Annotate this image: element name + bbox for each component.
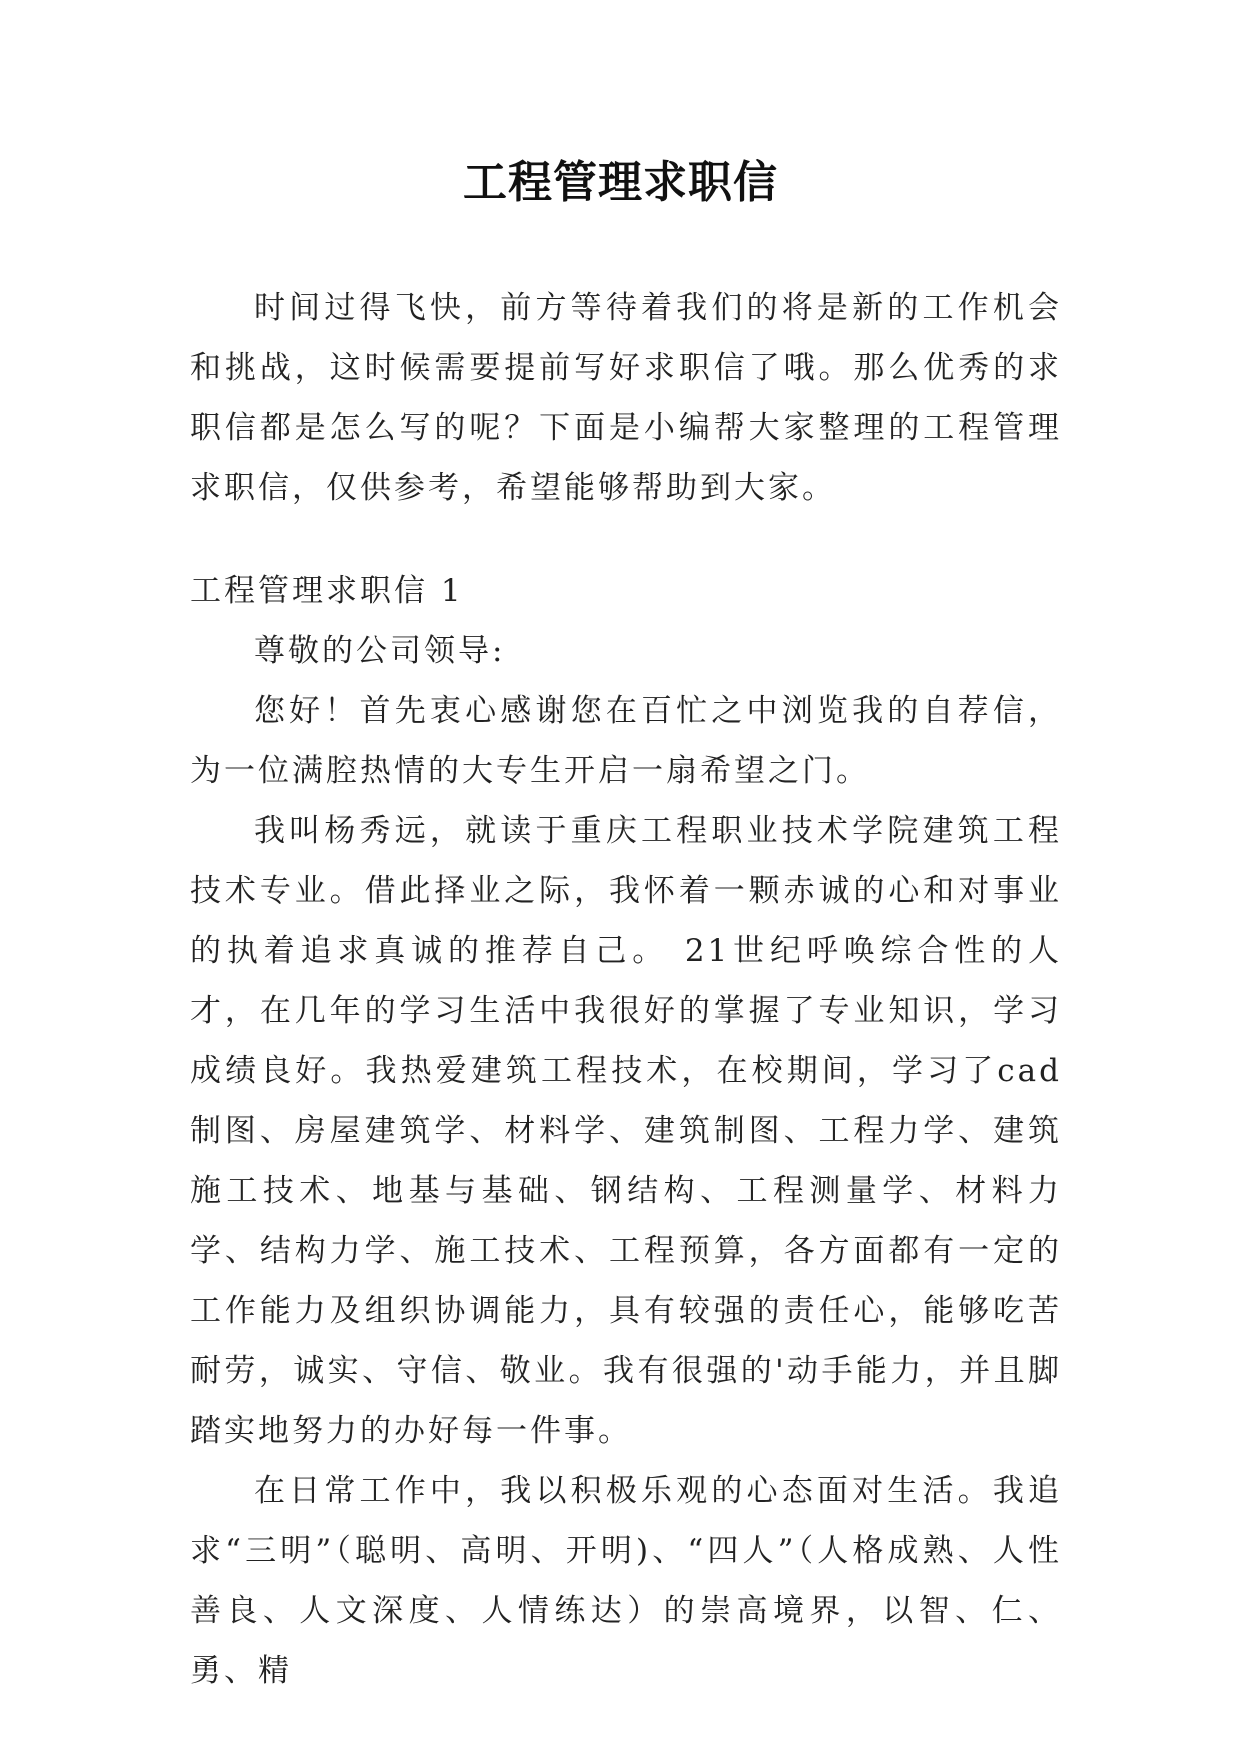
letter-paragraph-attitude: 在日常工作中，我以积极乐观的心态面对生活。我追求“三明”（聪明、高明、开明)、“四人”（人格成熟、人性善良、人文深度、人情练达）的崇高境界，以智、仁、勇、精 — [190, 1473, 1062, 1689]
document-title: 工程管理求职信 — [463, 157, 778, 208]
section-heading: 工程管理求职信 1 — [190, 573, 464, 609]
intro-paragraph: 时间过得飞快，前方等待着我们的将是新的工作机会和挑战，这时候需要提前写好求职信了哦。那么优秀的求职信都是怎么写的呢？下面是小编帮大家整理的工程管理求职信，仅供参考，希望能够帮助到大家。 — [190, 290, 1062, 506]
salutation: 尊敬的公司领导: — [254, 633, 506, 669]
letter-paragraph-greeting: 您好！首先衷心感谢您在百忙之中浏览我的自荐信，为一位满腔热情的大专生开启一扇希望之门。 — [190, 693, 1062, 789]
letter-paragraph-introduction: 我叫杨秀远，就读于重庆工程职业技术学院建筑工程技术专业。借此择业之际，我怀着一颗赤诚的心和对事业的执着追求真诚的推荐自己。 21世纪呼唤综合性的人才，在几年的学习生活中我很好的掌握了专业知识，学习成绩良好。我热爱建筑工程技术，在校期间，学习了cad制图、房屋建筑学、材料学、建筑制图、工程力学、建筑施工技术、地基与基础、钢结构、工程测量学、材料力学、结构力学、施工技术、工程预算，各方面都有一定的工作能力及组织协调能力，具有较强的责任心，能够吃苦耐劳，诚实、守信、敬业。我有很强的'动手能力，并且脚踏实地努力的办好每一件事。 — [190, 813, 1062, 1449]
document-body — [190, 278, 1062, 1701]
section-spacer — [190, 518, 1062, 561]
